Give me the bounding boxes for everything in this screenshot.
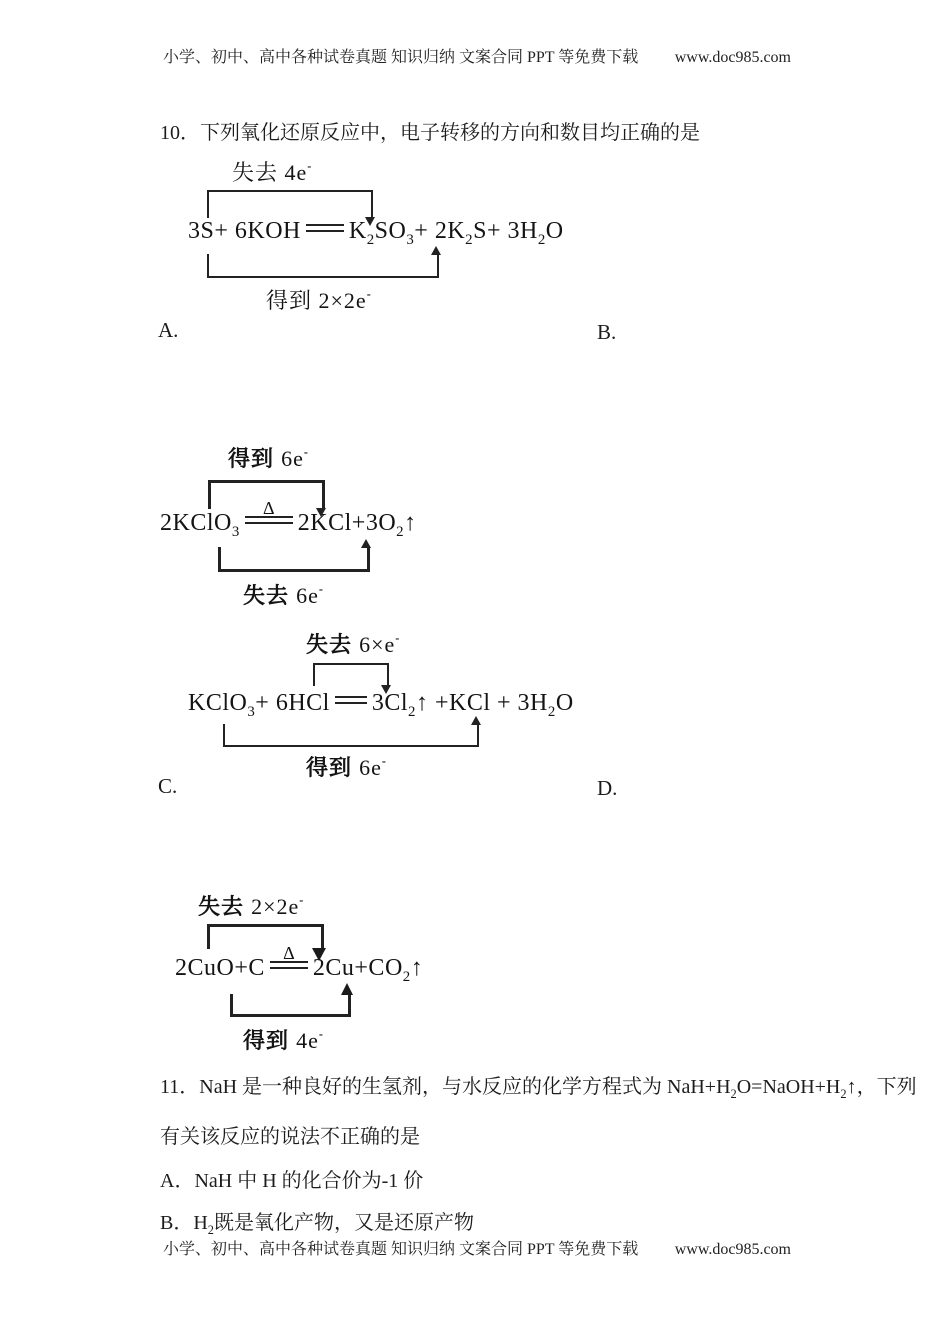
delta-symbol: Δ xyxy=(262,498,275,518)
up-arrowhead-icon xyxy=(361,539,371,548)
electron-transfer-bracket-bottom xyxy=(218,547,370,572)
equation-rhs: $K_2SO_3+ 2K_2S+ 3H_2O$ xyxy=(348,218,564,248)
equals-double-line xyxy=(335,696,367,704)
question-11-stem-line1: 11．NaH 是一种良好的生氢剂，与水反应的化学方程式为 $NaH+H_2O=NaOH+H_2↑$，下列 xyxy=(160,1076,917,1101)
reaction-equation xyxy=(188,218,564,249)
electron-gain-label: 得到 6e- xyxy=(306,754,387,780)
electron-gain-label: 得到 2×2e- xyxy=(266,287,372,313)
equation-rhs: $2Cu+CO_2↑$ xyxy=(312,955,424,985)
electron-transfer-bracket-top xyxy=(207,924,324,949)
equation-rhs: $3Cl_2↑ +KCl + 3H_2O$ xyxy=(371,690,574,720)
electron-gain-label: 得到 6e- xyxy=(228,445,309,471)
reaction-equation xyxy=(175,943,424,986)
reaction-equation xyxy=(188,690,574,721)
option-d-label: D. xyxy=(597,776,618,800)
equation-lhs: KClO$_3$+ 6HCl xyxy=(188,690,330,720)
option-c-label: C. xyxy=(158,774,178,798)
reaction-equation xyxy=(160,498,417,541)
equals-double-line xyxy=(245,498,293,524)
electron-transfer-bracket-bottom xyxy=(207,254,439,278)
equals-double-line xyxy=(306,224,344,232)
footer-promo-text: 小学、初中、高中各种试卷真题 知识归纳 文案合同 PPT 等免费下载 xyxy=(163,1241,639,1258)
electron-loss-label: 失去 6×e- xyxy=(306,631,401,657)
electron-transfer-bracket-top xyxy=(313,663,389,686)
electron-transfer-bracket-bottom xyxy=(230,994,351,1017)
equals-double-line xyxy=(270,943,308,969)
page-header xyxy=(163,44,791,67)
electron-loss-label: 失去 4e- xyxy=(232,159,313,185)
equation-lhs: 2KClO$_3$ xyxy=(160,510,240,540)
equation-lhs: 2CuO+C xyxy=(175,955,265,981)
question-11-option-b: B．$H_2$既是氧化产物，又是还原产物 xyxy=(160,1212,474,1237)
option-a-label: A. xyxy=(158,318,179,342)
electron-transfer-bracket-top xyxy=(207,190,373,218)
option-b-label: B. xyxy=(597,320,617,344)
electron-loss-label: 失去 6e- xyxy=(243,582,324,608)
equation-rhs: $2KCl+3O_2↑$ xyxy=(297,510,417,540)
header-site-url: www.doc985.com xyxy=(674,49,791,66)
question-11-stem-line2: 有关该反应的说法不正确的是 xyxy=(160,1126,420,1148)
electron-transfer-bracket-bottom xyxy=(223,724,479,747)
up-arrowhead-icon xyxy=(341,983,353,995)
delta-symbol: Δ xyxy=(283,943,295,963)
equation-lhs: 3S+ 6KOH xyxy=(188,218,301,244)
electron-gain-label: 得到 4e- xyxy=(243,1027,324,1053)
question-10-stem: 10．下列氧化还原反应中，电子转移的方向和数目均正确的是 xyxy=(160,122,700,144)
electron-loss-label: 失去 2×2e- xyxy=(198,893,305,919)
up-arrowhead-icon xyxy=(471,716,481,725)
footer-site-url: www.doc985.com xyxy=(674,1241,791,1258)
up-arrowhead-icon xyxy=(431,246,441,255)
page-footer xyxy=(163,1236,791,1259)
question-11-option-a: A．NaH 中 H 的化合价为-1 价 xyxy=(160,1170,424,1192)
header-promo-text: 小学、初中、高中各种试卷真题 知识归纳 文案合同 PPT 等免费下载 xyxy=(163,49,639,66)
